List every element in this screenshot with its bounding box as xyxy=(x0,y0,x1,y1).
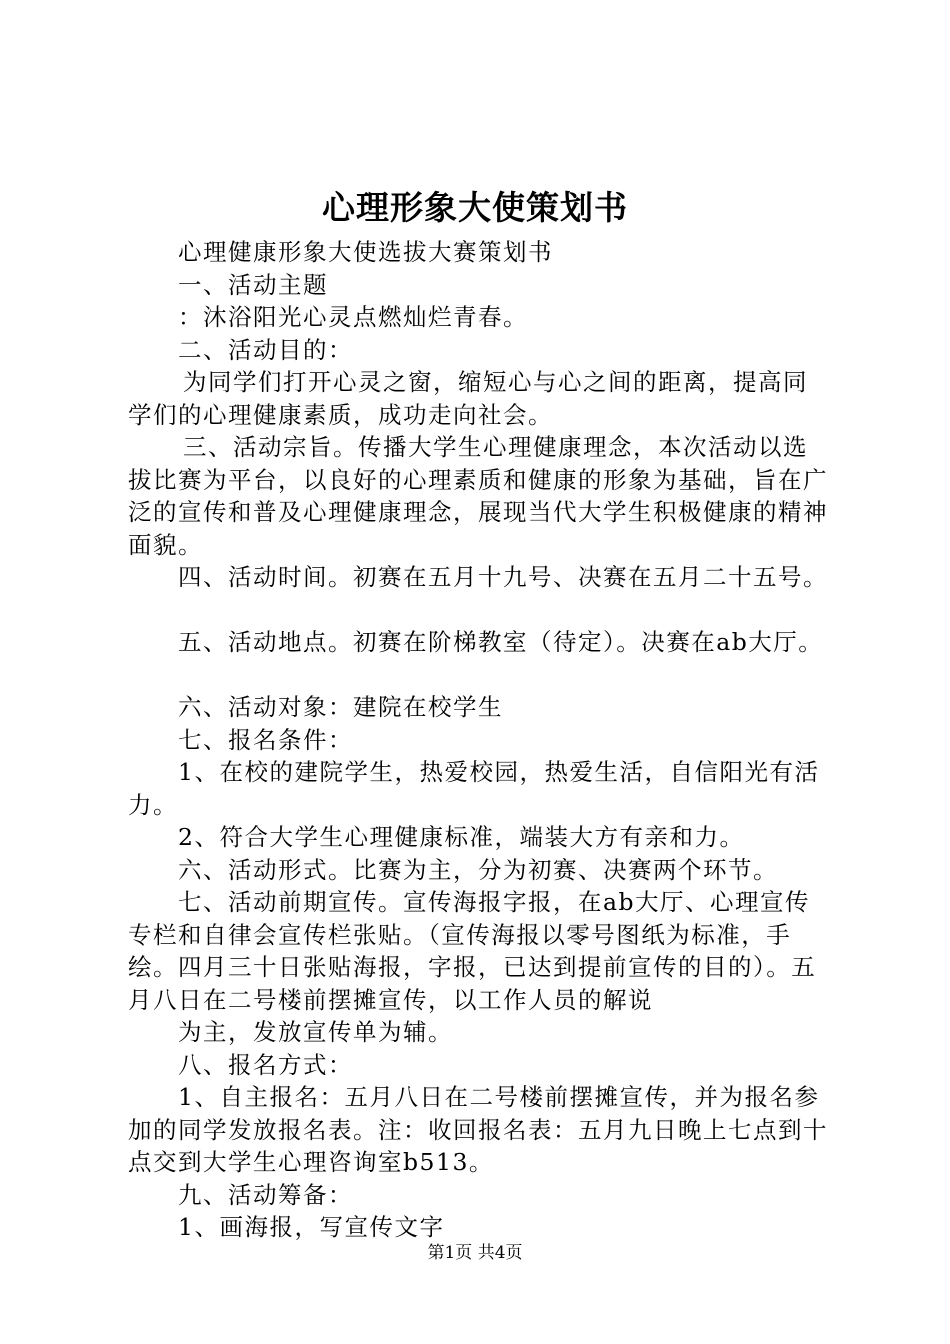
paragraph-requirement-1: 1、在校的建院学生，热爱校园，热爱生活，自信阳光有活力。 xyxy=(128,758,820,819)
paragraph-promotion-cont: 为主，发放宣传单为辅。 xyxy=(178,1018,453,1046)
paragraph-aim: 三、活动宗旨。传播大学生心理健康理念，本次活动以选拔比赛为平台，以良好的心理素质和健康的形象为基础，旨在广泛的宣传和普及心理健康理念，展现当代大学生积极健康的精神面貌。 xyxy=(128,433,828,559)
document-body xyxy=(128,236,828,1244)
paragraph-target: 六、活动对象：建院在校学生 xyxy=(178,693,503,721)
page-footer: 第1页 共4页 xyxy=(427,1243,523,1263)
paragraph-registration-1: 1、自主报名：五月八日在二号楼前摆摊宣传，并为报名参加的同学发放报名表。注：收回报名表：五月九日晚上七点到十点交到大学生心理咨询室b513。 xyxy=(128,1083,828,1176)
heading-theme: 一、活动主题 xyxy=(178,270,328,299)
heading-purpose: 二、活动目的： xyxy=(178,335,353,364)
document-title: 心理形象大使策划书 xyxy=(322,188,628,227)
heading-registration: 八、报名方式： xyxy=(178,1050,353,1079)
paragraph-location: 五、活动地点。初赛在阶梯教室（待定）。决赛在ab大厅。 xyxy=(178,628,824,656)
paragraph-promotion: 七、活动前期宣传。宣传海报字报，在ab大厅、心理宣传专栏和自律会宣传栏张贴。（宣传海报以零号图纸为标准，手绘。四月三十日张贴海报，字报，已达到提前宣传的目的）。五月八日在二号楼前摆摊宣传，以工作人员的解说 xyxy=(128,888,817,1014)
paragraph-purpose: 为同学们打开心灵之窗，缩短心与心之间的距离，提高同学们的心理健康素质，成功走向社会。 xyxy=(128,368,808,429)
heading-preparation: 九、活动筹备： xyxy=(178,1180,353,1209)
paragraph-subtitle: 心理健康形象大使选拔大赛策划书 xyxy=(178,238,553,266)
paragraph-theme: ：沐浴阳光心灵点燃灿烂青春。 xyxy=(178,303,528,331)
paragraph-format: 六、活动形式。比赛为主，分为初赛、决赛两个环节。 xyxy=(178,855,778,884)
paragraph-time: 四、活动时间。初赛在五月十九号、决赛在五月二十五号。 xyxy=(178,563,828,591)
paragraph-requirement-2: 2、符合大学生心理健康标准，端装大方有亲和力。 xyxy=(178,823,745,851)
heading-requirements: 七、报名条件： xyxy=(178,725,353,754)
paragraph-preparation-1: 1、画海报，写宣传文字 xyxy=(178,1213,445,1241)
